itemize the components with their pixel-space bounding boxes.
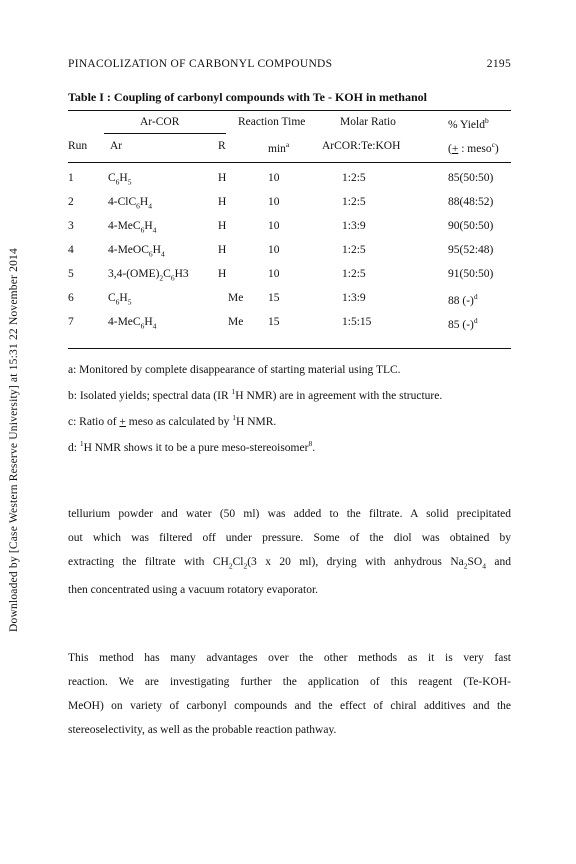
- cell-ratio: 1:2:5: [342, 244, 366, 256]
- table-bottom-rule: [68, 348, 511, 349]
- cell-r: H: [218, 196, 227, 208]
- table-caption: Table I : Coupling of carbonyl compounds with Te - KOH in methanol: [68, 90, 427, 104]
- footnote-a: a: Monitored by complete disappearance of starting material using TLC.: [68, 364, 401, 376]
- cell-ar: $4-ClC_6H_4$: [108, 196, 152, 211]
- cell-yield: 85 $(-)^d$: [448, 316, 478, 331]
- cell-ratio: 1:3:9: [342, 292, 366, 304]
- group-header-ar-cor: Ar-COR: [140, 116, 180, 128]
- header-min: $\min^a$: [268, 140, 290, 155]
- cell-yield: 88(48:52): [448, 196, 494, 208]
- page-number: 2195: [486, 58, 511, 70]
- running-header: [68, 58, 511, 70]
- cell-run: 5: [68, 268, 74, 280]
- cell-yield: 95(52:48): [448, 244, 494, 256]
- paragraph-line: out which was filtered off under pressure. Some of the diol was obtained by: [68, 532, 511, 544]
- cell-ratio: 1:2:5: [342, 172, 366, 184]
- cell-min: 10: [268, 172, 280, 184]
- cell-min: 10: [268, 196, 280, 208]
- cell-run: 1: [68, 172, 74, 184]
- cell-r: H: [218, 172, 227, 184]
- cell-min: 10: [268, 220, 280, 232]
- cell-ar: $4-MeC_6H_4$: [108, 316, 157, 331]
- paragraph-line: MeOH) on variety of carbonyl compounds and the effect of chiral additives and the: [68, 700, 511, 712]
- cell-yield: 91(50:50): [448, 268, 494, 280]
- download-watermark: [0, 120, 28, 760]
- body-paragraph-2: [68, 646, 511, 742]
- cell-ar: $C_6H_5$: [108, 172, 132, 187]
- cell-min: 10: [268, 244, 280, 256]
- header-reaction-time: Reaction Time: [238, 116, 306, 128]
- cell-run: 3: [68, 220, 74, 232]
- cell-r: H: [218, 268, 227, 280]
- footnote-b: b: Isolated yields; spectral data (IR $^1$H NMR) are in agreement with the structure.: [68, 387, 443, 402]
- header-yield: % Yield$^b$: [448, 116, 489, 131]
- paragraph-line: tellurium powder and water (50 ml) was added to the filtrate. A solid precipitated: [68, 508, 511, 520]
- cell-r: H: [218, 220, 227, 232]
- header-r: R: [218, 140, 226, 152]
- cell-run: 2: [68, 196, 74, 208]
- cell-yield: 85(50:50): [448, 172, 494, 184]
- cell-ratio: 1:5:15: [342, 316, 372, 328]
- header-ratio-units: ArCOR:Te:KOH: [322, 140, 401, 152]
- header-pm-meso: (+ : meso$^c$): [448, 140, 499, 155]
- footnote-c: c: Ratio of + meso as calculated by $^1$H NMR.: [68, 412, 277, 428]
- group-header-rule: [104, 133, 226, 134]
- cell-ar: $C_6H_5$: [108, 292, 132, 307]
- paragraph-line: extracting the filtrate with $CH_2Cl_2(3$ x 20 ml), drying with anhydrous $Na_2SO_4$ and: [68, 556, 511, 571]
- cell-run: 6: [68, 292, 74, 304]
- cell-ar: $4-MeOC_6H_4$: [108, 244, 165, 259]
- table-top-rule: [68, 110, 511, 111]
- cell-r: Me: [228, 292, 244, 304]
- paragraph-line: then concentrated using a vacuum rotatory evaporator.: [68, 584, 319, 597]
- cell-min: 15: [268, 292, 280, 304]
- table-footnotes: [68, 364, 442, 464]
- footnote-d: d: $^1$H NMR shows it to be a pure meso-stereoisomer$^8$.: [68, 438, 316, 454]
- cell-run: 4: [68, 244, 74, 256]
- cell-yield: 90(50:50): [448, 220, 494, 232]
- paragraph-line: stereoselectivity, as well as the probable reaction pathway.: [68, 724, 337, 736]
- cell-ratio: 1:3:9: [342, 220, 366, 232]
- table-header-rule: [68, 162, 511, 163]
- header-ar: Ar: [110, 140, 123, 152]
- cell-ar: $3,4-(OME)_2C_6H3$: [108, 268, 189, 283]
- paragraph-line: reaction. We are investigating further the application of this reagent (Te-KOH-: [68, 676, 511, 688]
- paragraph-line: This method has many advantages over the other methods as it is very fast: [68, 652, 511, 664]
- header-molar-ratio: Molar Ratio: [340, 116, 396, 128]
- cell-min: 10: [268, 268, 280, 280]
- cell-yield: 88 $(-)^d$: [448, 292, 478, 307]
- cell-ar: $4-MeC_6H_4$: [108, 220, 157, 235]
- cell-r: Me: [228, 316, 244, 328]
- cell-run: 7: [68, 316, 74, 328]
- cell-ratio: 1:2:5: [342, 196, 366, 208]
- cell-min: 15: [268, 316, 280, 328]
- running-title: PINACOLIZATION OF CARBONYL COMPOUNDS: [68, 58, 333, 70]
- body-paragraph-1: [68, 502, 511, 602]
- cell-ratio: 1:2:5: [342, 268, 366, 280]
- cell-r: H: [218, 244, 227, 256]
- header-run: Run: [68, 140, 88, 152]
- download-note: Downloaded by [Case Western Reserve University] at 15:31 22 November 2014: [8, 248, 20, 632]
